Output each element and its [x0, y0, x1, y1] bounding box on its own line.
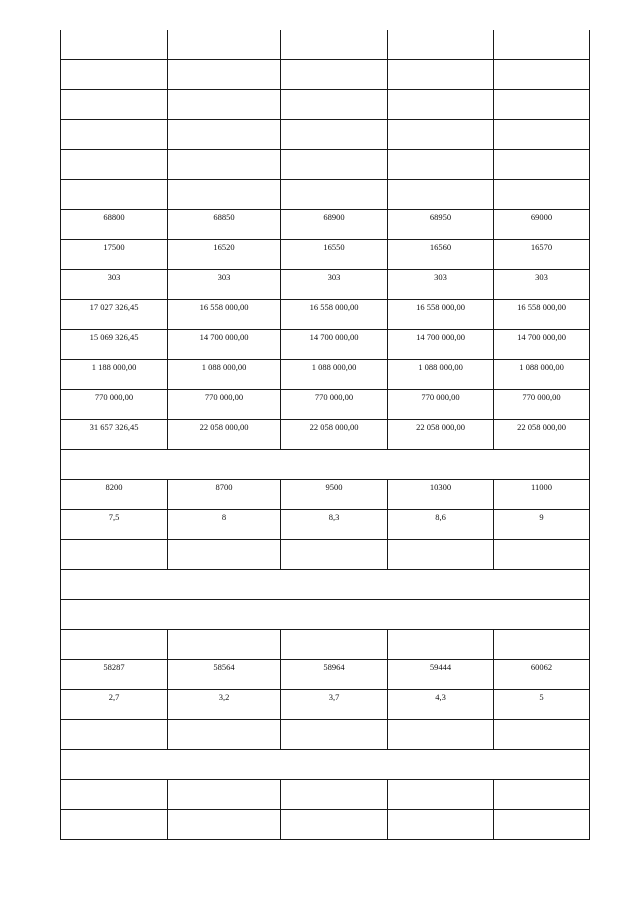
cell-value: 15 069 326,45: [89, 332, 139, 342]
table-cell: [281, 300, 388, 330]
table-row: [61, 690, 590, 720]
table-cell: [281, 390, 388, 420]
table-cell: [388, 360, 494, 390]
table-cell: [494, 660, 590, 690]
section-row-text: [61, 750, 589, 752]
cell-value: 68900: [323, 212, 345, 222]
cell-value: [168, 90, 280, 92]
cell-value: [494, 540, 589, 542]
cell-value: 58287: [103, 662, 125, 672]
table-cell: [61, 420, 168, 450]
cell-value: [168, 780, 280, 782]
cell-value: 1 188 000,00: [91, 362, 137, 372]
section-row-cell: [61, 570, 590, 600]
cell-value: 16570: [530, 242, 553, 252]
table-row: [61, 630, 590, 660]
cell-value: 8200: [105, 482, 123, 492]
table-row: [61, 360, 590, 390]
table-cell: [281, 60, 388, 90]
cell-value: 7,5: [108, 512, 120, 522]
table-cell: [61, 180, 168, 210]
table-cell: [388, 810, 494, 840]
table-row: [61, 750, 590, 780]
cell-value: [168, 120, 280, 122]
table-cell: [494, 480, 590, 510]
table-cell: [494, 810, 590, 840]
cell-value: [61, 540, 167, 542]
table-cell: [494, 180, 590, 210]
cell-value: 303: [217, 272, 231, 282]
cell-value: 4,3: [435, 692, 446, 702]
table-cell: [61, 390, 168, 420]
cell-value: [388, 720, 493, 722]
table-cell: [494, 240, 590, 270]
table-cell: [168, 60, 281, 90]
cell-value: [61, 180, 167, 182]
table-row: [61, 150, 590, 180]
table-cell: [168, 150, 281, 180]
table-cell: [61, 120, 168, 150]
table-cell: [281, 780, 388, 810]
table-cell: [168, 30, 281, 60]
cell-value: 68800: [103, 212, 125, 222]
table-cell: [61, 690, 168, 720]
table-cell: [494, 420, 590, 450]
table-cell: [494, 210, 590, 240]
cell-value: [388, 540, 493, 542]
cell-value: [61, 30, 167, 32]
table-cell: [388, 780, 494, 810]
table-cell: [494, 780, 590, 810]
document-page: [60, 30, 589, 840]
cell-value: [61, 780, 167, 782]
section-row-text: [61, 600, 589, 602]
table-cell: [168, 300, 281, 330]
cell-value: 68950: [429, 212, 452, 222]
table-cell: [388, 30, 494, 60]
table-cell: [388, 720, 494, 750]
table-cell: [388, 150, 494, 180]
table-cell: [168, 420, 281, 450]
table-row: [61, 660, 590, 690]
cell-value: [281, 630, 387, 632]
cell-value: [388, 630, 493, 632]
table-cell: [281, 720, 388, 750]
section-row-text: [61, 570, 589, 572]
table-row: [61, 60, 590, 90]
cell-value: [494, 30, 589, 32]
table-cell: [61, 660, 168, 690]
table-cell: [388, 300, 494, 330]
table-cell: [494, 630, 590, 660]
cell-value: 58964: [323, 662, 345, 672]
table-row: [61, 240, 590, 270]
table-cell: [61, 540, 168, 570]
cell-value: [281, 180, 387, 182]
table-row: [61, 450, 590, 480]
table-cell: [494, 30, 590, 60]
table-cell: [281, 330, 388, 360]
cell-value: [61, 90, 167, 92]
table-cell: [494, 150, 590, 180]
cell-value: [281, 780, 387, 782]
table-cell: [388, 210, 494, 240]
cell-value: 303: [327, 272, 341, 282]
table-cell: [168, 360, 281, 390]
cell-value: [494, 120, 589, 122]
table-cell: [388, 690, 494, 720]
table-cell: [281, 810, 388, 840]
cell-value: [168, 720, 280, 722]
table-cell: [494, 720, 590, 750]
table-cell: [281, 510, 388, 540]
table-cell: [168, 270, 281, 300]
table-cell: [61, 510, 168, 540]
cell-value: 1 088 000,00: [519, 362, 564, 372]
table-cell: [61, 60, 168, 90]
table-cell: [61, 210, 168, 240]
table-row: [61, 720, 590, 750]
table-row: [61, 30, 590, 60]
cell-value: 68850: [213, 212, 235, 222]
cell-value: 770 000,00: [522, 392, 561, 402]
table-row: [61, 810, 590, 840]
cell-value: [168, 150, 280, 152]
cell-value: 31 657 326,45: [89, 422, 139, 432]
cell-value: [168, 810, 280, 812]
cell-value: 9: [539, 512, 544, 522]
cell-value: [494, 720, 589, 722]
table-cell: [61, 780, 168, 810]
table-row: [61, 330, 590, 360]
cell-value: 16520: [213, 242, 235, 252]
table-row: [61, 510, 590, 540]
cell-value: 16560: [429, 242, 452, 252]
cell-value: 1 088 000,00: [418, 362, 463, 372]
cell-value: 3,2: [218, 692, 230, 702]
table-cell: [281, 690, 388, 720]
cell-value: [168, 30, 280, 32]
table-cell: [388, 180, 494, 210]
cell-value: 22 058 000,00: [416, 422, 465, 432]
table-cell: [168, 240, 281, 270]
cell-value: 14 700 000,00: [416, 332, 465, 342]
cell-value: 16550: [323, 242, 345, 252]
table-cell: [168, 390, 281, 420]
cell-value: 303: [434, 272, 447, 282]
table-cell: [494, 90, 590, 120]
table-row: [61, 270, 590, 300]
cell-value: 9500: [325, 482, 343, 492]
table-cell: [61, 270, 168, 300]
table-cell: [388, 120, 494, 150]
cell-value: 22 058 000,00: [309, 422, 359, 432]
cell-value: [388, 120, 493, 122]
table-cell: [61, 480, 168, 510]
table-cell: [168, 660, 281, 690]
table-cell: [281, 660, 388, 690]
table-row: [61, 300, 590, 330]
cell-value: [281, 90, 387, 92]
cell-value: 8700: [215, 482, 233, 492]
table-cell: [494, 360, 590, 390]
cell-value: 22 058 000,00: [517, 422, 566, 432]
table-cell: [281, 180, 388, 210]
cell-value: [388, 780, 493, 782]
cell-value: 69000: [530, 212, 553, 222]
cell-value: 59444: [429, 662, 452, 672]
table-cell: [494, 510, 590, 540]
cell-value: 1 088 000,00: [311, 362, 357, 372]
table-row: [61, 180, 590, 210]
table-cell: [168, 810, 281, 840]
table-cell: [61, 150, 168, 180]
table-cell: [168, 690, 281, 720]
table-cell: [281, 480, 388, 510]
table-cell: [388, 510, 494, 540]
table-row: [61, 420, 590, 450]
table-cell: [388, 330, 494, 360]
cell-value: [388, 60, 493, 62]
table-cell: [168, 180, 281, 210]
cell-value: [281, 540, 387, 542]
cell-value: 8: [221, 512, 227, 522]
table-cell: [494, 690, 590, 720]
cell-value: [494, 150, 589, 152]
cell-value: 14 700 000,00: [199, 332, 249, 342]
table-cell: [61, 300, 168, 330]
table-row: [61, 210, 590, 240]
cell-value: [168, 540, 280, 542]
cell-value: 1 088 000,00: [201, 362, 247, 372]
table-cell: [281, 270, 388, 300]
section-row-cell: [61, 450, 590, 480]
table-cell: [388, 240, 494, 270]
cell-value: 16 558 000,00: [199, 302, 249, 312]
cell-value: 22 058 000,00: [199, 422, 249, 432]
table-cell: [168, 780, 281, 810]
table-cell: [281, 240, 388, 270]
cell-value: 770 000,00: [421, 392, 460, 402]
cell-value: 5: [539, 692, 544, 702]
table-cell: [281, 120, 388, 150]
cell-value: 8,3: [328, 512, 340, 522]
table-cell: [168, 630, 281, 660]
table-cell: [168, 210, 281, 240]
table-cell: [388, 630, 494, 660]
cell-value: 303: [535, 272, 548, 282]
table-cell: [494, 390, 590, 420]
cell-value: 3,7: [328, 692, 340, 702]
cell-value: [494, 780, 589, 782]
cell-value: [61, 810, 167, 812]
cell-value: 14 700 000,00: [517, 332, 566, 342]
cell-value: [388, 30, 493, 32]
section-row-cell: [61, 600, 590, 630]
table-cell: [61, 810, 168, 840]
table-cell: [281, 630, 388, 660]
table-row: [61, 780, 590, 810]
table-cell: [281, 420, 388, 450]
cell-value: [494, 90, 589, 92]
cell-value: [281, 810, 387, 812]
cell-value: [388, 90, 493, 92]
table-cell: [61, 330, 168, 360]
table-cell: [281, 540, 388, 570]
table-cell: [61, 630, 168, 660]
cell-value: [61, 630, 167, 632]
table-cell: [281, 30, 388, 60]
cell-value: 16 558 000,00: [517, 302, 566, 312]
table-cell: [388, 420, 494, 450]
table-cell: [61, 240, 168, 270]
table-cell: [494, 300, 590, 330]
cell-value: [61, 150, 167, 152]
cell-value: 303: [107, 272, 121, 282]
cell-value: [494, 180, 589, 182]
table-cell: [61, 720, 168, 750]
table-row: [61, 90, 590, 120]
table-cell: [388, 480, 494, 510]
table-cell: [168, 540, 281, 570]
table-row: [61, 540, 590, 570]
cell-value: 16 558 000,00: [309, 302, 359, 312]
table-cell: [168, 120, 281, 150]
table-row: [61, 600, 590, 630]
data-table: [60, 30, 590, 840]
cell-value: [281, 60, 387, 62]
table-row: [61, 570, 590, 600]
table-row: [61, 120, 590, 150]
table-cell: [281, 360, 388, 390]
cell-value: [61, 60, 167, 62]
table-cell: [168, 330, 281, 360]
cell-value: [281, 150, 387, 152]
table-body: [61, 30, 590, 840]
table-cell: [388, 60, 494, 90]
cell-value: 11000: [531, 482, 552, 492]
section-row-cell: [61, 750, 590, 780]
cell-value: [494, 810, 589, 812]
cell-value: [388, 150, 493, 152]
cell-value: 16 558 000,00: [416, 302, 465, 312]
cell-value: 60062: [530, 662, 553, 672]
cell-value: [61, 720, 167, 722]
table-cell: [168, 720, 281, 750]
cell-value: 770 000,00: [314, 392, 354, 402]
table-cell: [388, 390, 494, 420]
cell-value: 10300: [429, 482, 452, 492]
cell-value: [494, 630, 589, 632]
cell-value: [494, 60, 589, 62]
cell-value: 8,6: [435, 512, 446, 522]
table-cell: [281, 210, 388, 240]
table-cell: [61, 360, 168, 390]
table-cell: [388, 540, 494, 570]
cell-value: 770 000,00: [204, 392, 244, 402]
cell-value: 14 700 000,00: [309, 332, 359, 342]
table-cell: [494, 60, 590, 90]
table-row: [61, 480, 590, 510]
table-cell: [61, 30, 168, 60]
table-cell: [168, 90, 281, 120]
table-cell: [388, 90, 494, 120]
table-cell: [388, 270, 494, 300]
cell-value: [168, 180, 280, 182]
cell-value: 58564: [213, 662, 235, 672]
table-cell: [281, 90, 388, 120]
cell-value: [61, 120, 167, 122]
cell-value: 2,7: [108, 692, 120, 702]
table-cell: [388, 660, 494, 690]
table-cell: [281, 150, 388, 180]
cell-value: [168, 60, 280, 62]
cell-value: [281, 720, 387, 722]
cell-value: [168, 630, 280, 632]
table-cell: [494, 540, 590, 570]
table-cell: [168, 510, 281, 540]
cell-value: [281, 30, 387, 32]
cell-value: 17 027 326,45: [89, 302, 139, 312]
table-cell: [494, 120, 590, 150]
section-row-text: [61, 450, 589, 452]
table-cell: [494, 330, 590, 360]
cell-value: 17500: [103, 242, 125, 252]
cell-value: [281, 120, 387, 122]
table-cell: [494, 270, 590, 300]
cell-value: 770 000,00: [94, 392, 134, 402]
table-row: [61, 390, 590, 420]
cell-value: [388, 810, 493, 812]
table-cell: [168, 480, 281, 510]
table-cell: [61, 90, 168, 120]
cell-value: [388, 180, 493, 182]
